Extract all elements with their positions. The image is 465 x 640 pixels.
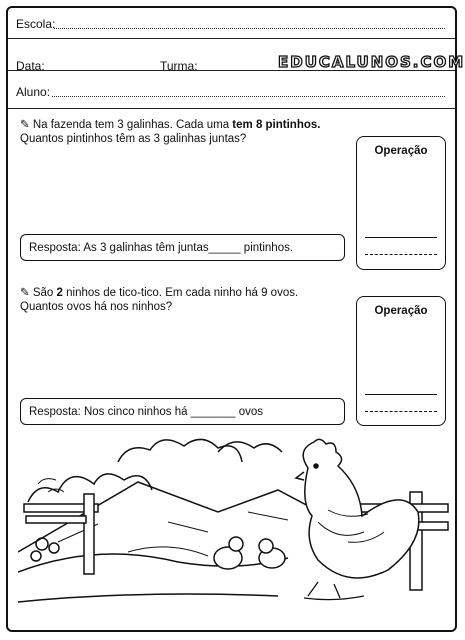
problem2-operation-box[interactable] (356, 296, 446, 426)
operation-label: Operação (374, 305, 428, 317)
worksheet (6, 6, 465, 632)
farm-hen-illustration (18, 432, 450, 608)
date-label: Data: (16, 59, 45, 73)
school-label: Escola: (16, 17, 56, 31)
educalunos-logo: EDUCALUNOS.COM (278, 53, 465, 71)
problem1-text: ✎ Na fazenda tem 3 galinhas. Cada uma tem 8 pintinhos. Quantos pintinhos têm as 3 galinhas juntas? (20, 119, 321, 145)
problem1-operation-box[interactable] (356, 136, 446, 270)
problem2-answer-box[interactable]: Resposta: Nos cinco ninhos há _______ ovos (20, 398, 345, 425)
pencil-icon: ✎ (20, 119, 30, 131)
student-row (8, 80, 455, 109)
school-field[interactable] (54, 28, 445, 29)
problem1-answer-box[interactable]: Resposta: As 3 galinhas têm juntas_____ pintinhos. (20, 234, 345, 261)
pencil-icon: ✎ (20, 287, 30, 299)
cloud-right (218, 442, 282, 452)
problem2-text: ✎ São 2 ninhos de tico-tico. Em cada ninho há 9 ovos. Quantos ovos há nos ninhos? (20, 287, 299, 313)
class-label: Turma: (160, 59, 198, 73)
cloud-top (118, 439, 242, 462)
student-field[interactable] (52, 96, 445, 97)
student-label: Aluno: (16, 85, 51, 99)
school-row (8, 8, 455, 39)
hen (303, 439, 419, 578)
hill (18, 554, 288, 572)
operation-label: Operação (374, 145, 428, 157)
fence-post-left (84, 494, 94, 574)
